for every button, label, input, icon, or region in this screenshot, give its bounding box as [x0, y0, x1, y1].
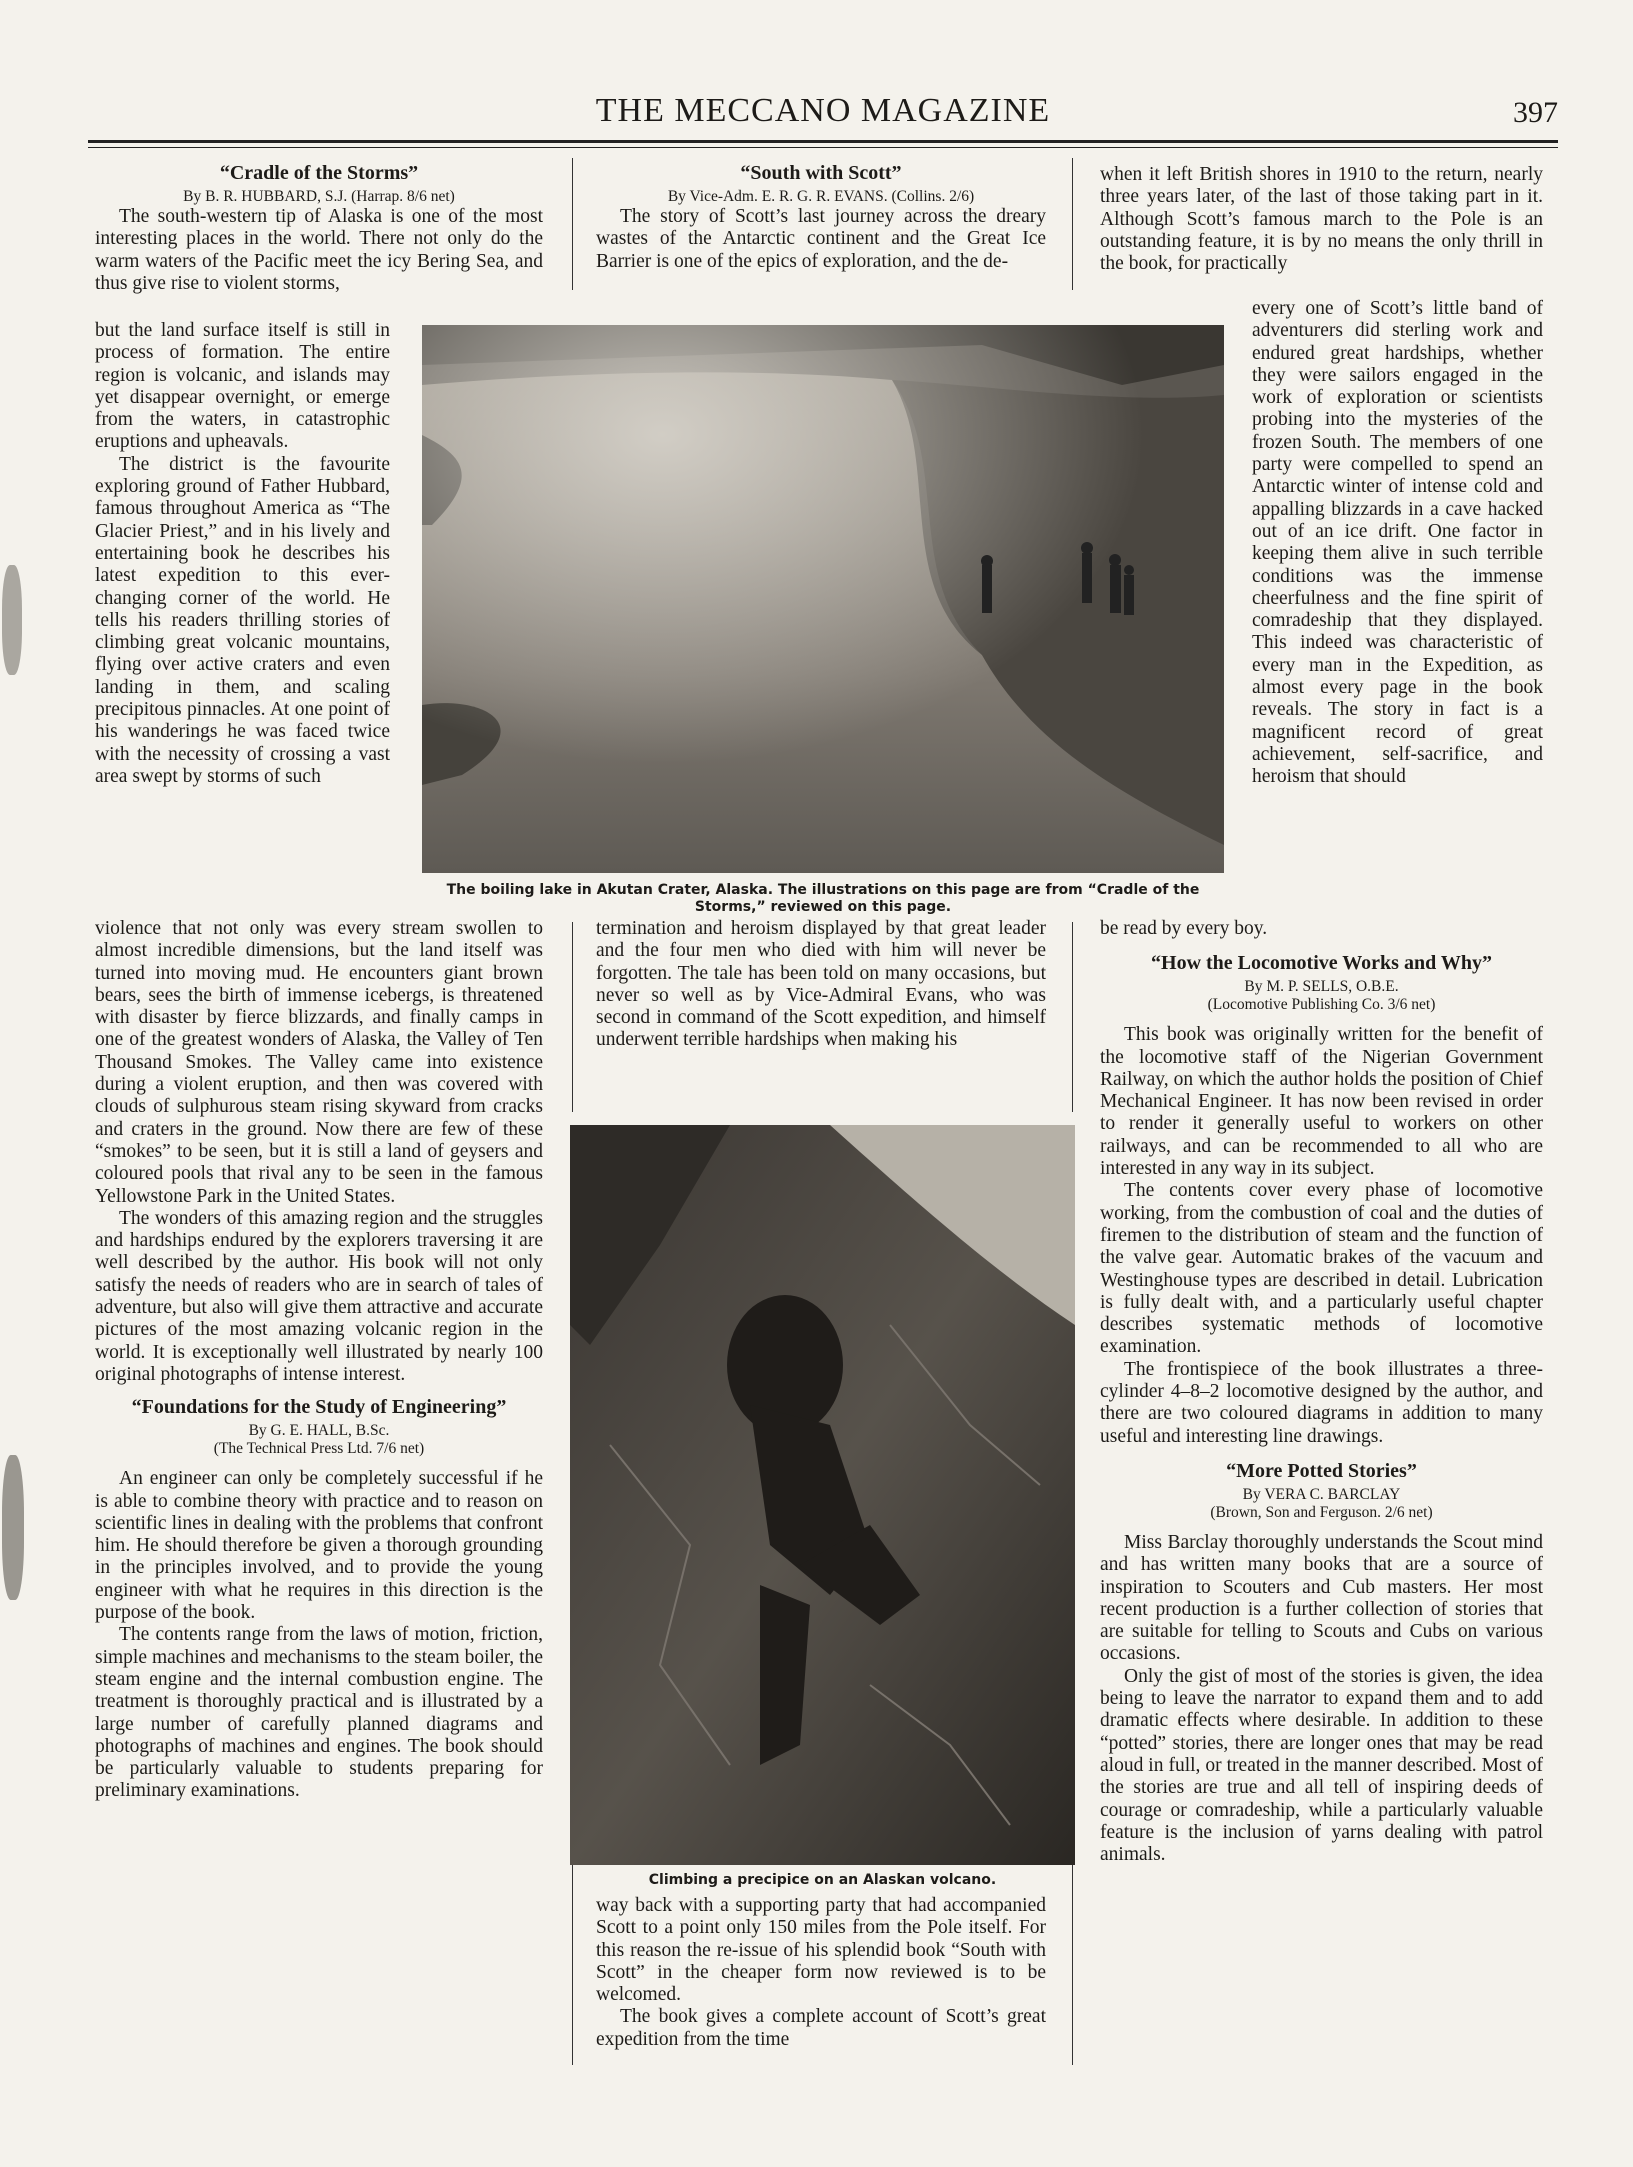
paragraph: Only the gist of most of the stories is given, the idea being to leave the narrator to expand them and to add dramatic effects where desirable. In addition to these “potted” stories, there are longer ones that may be read aloud in full, or treated in the manner described. Most of the stories are true and all tell of inspiring deeds of courage or comradeship, while a particularly valuable feature is the inclusion of yarns dealing with patrol animals. — [1100, 1665, 1543, 1866]
paragraph: The story of Scott’s last journey across the dreary wastes of the Antarctic continent and the Great Ice Barrier is one of the epics of exploration, and the de- — [596, 206, 1046, 272]
page-header — [88, 92, 1558, 136]
review-title-cradle: “Cradle of the Storms” — [219, 162, 419, 184]
column-1-narrow — [95, 320, 390, 788]
paragraph: The contents cover every phase of locomotive working, from the combustion of coal and the duties of firemen to the distribution of steam and the function of the valve gear. Automatic brakes of the vacuum and Westinghouse types are described in detail. Lubrication is fully dealt with, and a particularly useful chapter describes systematic methods of locomotive examination. — [1100, 1180, 1543, 1358]
climbing-photo — [570, 1125, 1075, 1865]
paragraph: violence that not only was every stream swollen to almost incredible dimensions, but the land itself was turned into moving mud. He encounters giant brown bears, sees the birth of immense icebergs, is threatened with disaster by fierce blizzards, and finally camps in one of the greatest wonders of Alaska, the Valley of Ten Thousand Smokes. The Valley came into existence during a violent eruption, and then was covered with clouds of sulphurous steam rising skyward from cracks and craters in the ground. Now there are few of these “smokes” to be seen, but it is still a land of geysers and coloured pools that rival any to be seen in the famous Yellowstone Park in the United States. — [95, 918, 543, 1207]
column-3-top — [1100, 164, 1543, 275]
paragraph: The contents range from the laws of motion, friction, simple machines and mechanisms to the steam boiler, the steam engine and the internal combustion engine. The treatment is thoroughly practical and is illustrated by a large number of carefully planned diagrams and photographs of machines and engines. The book should be particularly valuable to students preparing for preliminary examinations. — [95, 1624, 543, 1802]
column-rule — [572, 158, 573, 290]
column-2-top — [596, 160, 1046, 273]
column-rule — [572, 1865, 573, 2065]
paragraph: The wonders of this amazing region and the struggles and hardships endured by the explorers traversing it are well described by the author. His book will not only satisfy the needs of readers who are in search of tales of adventure, but also will give them attractive and accurate pictures of the most amazing volcanic region in the world. It is exceptionally well illustrated by nearly 100 original photographs of intense interest. — [95, 1207, 543, 1385]
column-rule — [1072, 1865, 1073, 2065]
page-number: 397 — [1513, 96, 1558, 129]
paragraph: The south-western tip of Alaska is one of the most interesting places in the world. There not only do the warm waters of the Pacific meet the icy Bering Sea, and thus give rise to violent storms, — [95, 206, 543, 294]
column-1-lower — [95, 918, 543, 1803]
byline-scott: By Vice-Adm. E. R. G. R. EVANS. (Collins. 2/6) — [667, 188, 975, 205]
paragraph: when it left British shores in 1910 to the return, nearly three years later, of the last of those taking part in it. Although Scott’s famous march to the Pole is an outstanding feature, it is by no means the only thrill in the book, for practically — [1100, 164, 1543, 275]
review-title-foundations: “Foundations for the Study of Engineering” — [131, 1396, 507, 1419]
boiling-lake-photo — [422, 325, 1224, 873]
column-1-top — [95, 160, 543, 295]
paragraph: An engineer can only be completely successful if he is able to combine theory with practice and to reason on scientific lines in dealing with the problems that confront him. He should therefore be given a thorough grounding in the principles involved, and to provide the young engineer with what he requires in this direction is the purpose of the book. — [95, 1468, 543, 1624]
publisher-potted: (Brown, Son and Ferguson. 2/6 net) — [1210, 1503, 1433, 1521]
climb-caption: Climbing a precipice on an Alaskan volcano. — [648, 1872, 997, 1888]
paragraph: be read by every boy. — [1100, 918, 1268, 939]
binding-stain — [2, 565, 22, 675]
paragraph: The frontispiece of the book illustrates a three-cylinder 4–8–2 locomotive designed by the author, and there are two coloured diagrams in addition to many useful and interesting line drawings. — [1100, 1358, 1543, 1447]
header-rule — [88, 140, 1558, 143]
review-title-potted: “More Potted Stories” — [1226, 1459, 1417, 1482]
paragraph: This book was originally written for the benefit of the locomotive staff of the Nigerian Government Railway, on which the author holds the position of Chief Mechanical Engineer. It has now been revised in order to render it generally useful to workers on other railways, and can be recommended to all who are interested in any way in its subject. — [1100, 1024, 1543, 1180]
paragraph: Miss Barclay thoroughly understands the Scout mind and has written many books that are a source of inspiration to Scouters and Cub masters. Her most recent production is a further collection of stories that are suitable for telling to Scouts and Cubs on various occasions. — [1100, 1531, 1543, 1665]
binding-stain — [2, 1455, 24, 1600]
paragraph: every one of Scott’s little band of adventurers did sterling work and endured great hardships, whether they were sailors engaged in the work of exploration or scientists probing into the mysteries of the frozen South. The members of one party were compelled to spend an Antarctic winter of intense cold and appalling blizzards in a cave hacked out of an ice drift. One factor in keeping them alive in such terrible conditions was the immense cheerfulness and the fine spirit of comradeship that they displayed. This indeed was characteristic of every man in the Expedition, as almost every page in the book reveals. The story in fact is a magnificent record of great achievement, self-sacrifice, and heroism that should — [1252, 298, 1543, 788]
publisher-foundations: (The Technical Press Ltd. 7/6 net) — [213, 1440, 425, 1458]
paragraph: but the land surface itself is still in process of formation. The entire region is volcanic, and islands may yet disappear overnight, or emerge from the waters, in catastrophic eruptions and upheavals. — [95, 320, 390, 453]
byline-locomotive: By M. P. SELLS, O.B.E. — [1244, 978, 1399, 996]
column-rule — [572, 922, 573, 1112]
column-rule — [1072, 158, 1073, 290]
column-3-narrow — [1252, 298, 1543, 789]
byline-cradle: By B. R. HUBBARD, S.J. (Harrap. 8/6 net) — [183, 188, 455, 205]
column-3-lower — [1100, 918, 1543, 1866]
column-2-middle — [596, 918, 1046, 1052]
review-title-locomotive: “How the Locomotive Works and Why” — [1151, 952, 1492, 975]
paragraph: The book gives a complete account of Scott’s great expedition from the time — [596, 2006, 1046, 2050]
header-rule-thin — [88, 147, 1558, 148]
paragraph: termination and heroism displayed by that great leader and the four men who died with him will never be forgotten. The tale has been told on many occasions, but never so well as by Vice-Admiral Evans, who was second in command of the Scott expedition, and himself underwent terrible hardships when making his — [596, 918, 1046, 1051]
byline-foundations: By G. E. HALL, B.Sc. — [248, 1422, 390, 1440]
byline-potted: By VERA C. BARCLAY — [1242, 1485, 1401, 1503]
paragraph: The district is the favourite exploring ground of Father Hubbard, famous throughout America as “The Glacier Priest,” and in his lively and entertaining book he describes his latest expedition to this ever-changing corner of the world. He tells his readers thrilling stories of climbing great volcanic mountains, flying over active craters and even landing in them, and scaling precipitous pinnacles. At one point of his wanderings he was faced twice with the necessity of crossing a vast area swept by storms of such — [95, 453, 390, 787]
column-rule — [1072, 922, 1073, 1112]
publisher-locomotive: (Locomotive Publishing Co. 3/6 net) — [1207, 996, 1436, 1014]
lake-caption: The boiling lake in Akutan Crater, Alaska. The illustrations on this page are from “Cradle of the Storms,” reviewed on this page. — [446, 882, 1200, 915]
paragraph: way back with a supporting party that had accompanied Scott to a point only 150 miles from the Pole itself. For this reason the re-issue of his splendid book “South with Scott” in the cheaper form now reviewed is to be welcomed. — [596, 1895, 1046, 2006]
column-2-bottom — [596, 1895, 1046, 2051]
review-title-scott: “South with Scott” — [740, 162, 902, 184]
magazine-title: THE MECCANO MAGAZINE — [595, 92, 1051, 129]
